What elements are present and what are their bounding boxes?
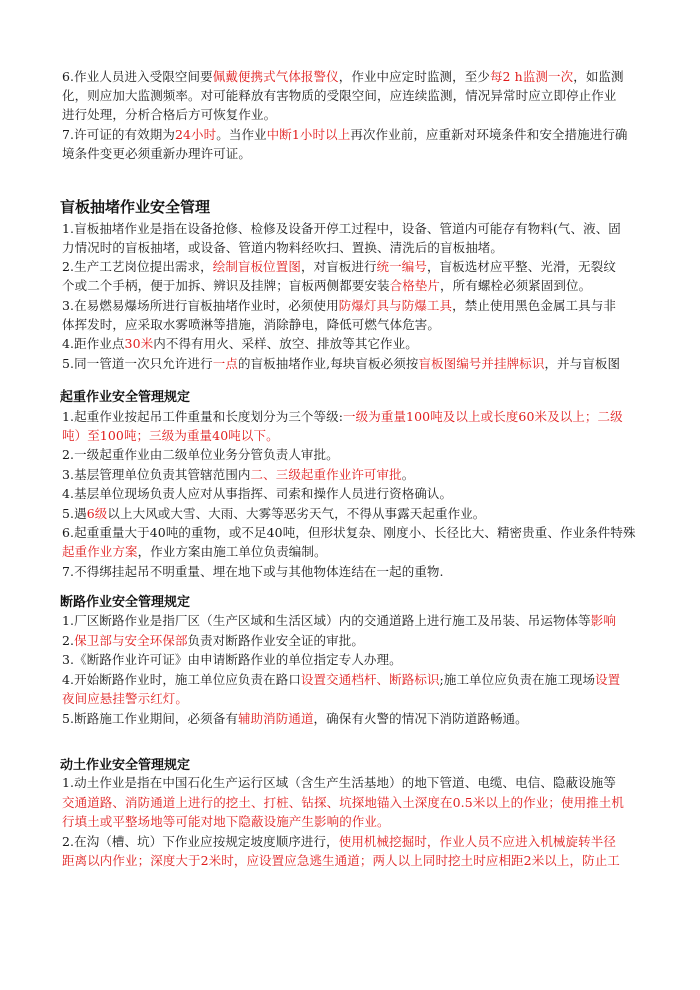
- text-line: [62, 671, 620, 688]
- text-line: [62, 68, 624, 85]
- highlighted-text: 一点: [212, 356, 238, 371]
- text-segment: 2.在沟（槽、坑）下作业应按规定坡度顺序进行，: [62, 834, 339, 849]
- highlighted-text: 合格垫片: [389, 278, 441, 293]
- text-segment: ，如监测: [573, 69, 624, 84]
- text-segment: 3.基层管理单位负责其管辖范围内: [62, 467, 251, 482]
- text-line: [62, 563, 444, 580]
- highlighted-text: 设置: [595, 672, 621, 687]
- text-line: [62, 335, 418, 352]
- text-segment: 6.起重重量大于40吨的重物，或不足40吨，但形状复杂、刚度小、长径比大、精密贵重、作业条件特殊: [62, 525, 636, 540]
- highlighted-text: 辅助消防通道: [237, 711, 314, 726]
- text-segment: 。当作业: [216, 127, 267, 142]
- highlighted-text: 设置交通档杆、断路标识: [300, 672, 440, 687]
- text-segment: ，盲板选材应平整、光滑，无裂纹: [426, 259, 616, 274]
- text-line: [62, 355, 620, 372]
- text-segment: 。: [401, 467, 415, 482]
- text-line: [62, 466, 414, 483]
- highlighted-text: 佩戴便携式气体报警仪: [212, 69, 339, 84]
- text-line: [62, 316, 440, 333]
- text-segment: 1.厂区断路作业是指厂区（生产区域和生活区域）内的交通道路上进行施工及吊装、吊运物体等: [62, 613, 591, 628]
- text-line: [62, 632, 364, 649]
- highlighted-text: 夜间应悬挂警示红灯。: [62, 691, 189, 706]
- text-line: [62, 813, 390, 830]
- text-line: [62, 524, 636, 541]
- highlighted-text: 交通道路、消防通道上进行的挖土、打桩、钻探、坑探地锚入土深度在0.5米以上的作业；使用推土机: [62, 795, 624, 810]
- text-segment: 1.起重作业按起吊工件重量和长度划分为三个等级:: [62, 409, 344, 424]
- highlighted-text: 距离以内作业；深度大于2米时，应设置应急逃生通道；两人以上同时挖土时应相距2米以上，防止工: [62, 853, 620, 868]
- text-segment: 再次作业前，应重新对环境条件和安全措施进行确: [350, 127, 628, 142]
- section-heading-excavation: 动土作业安全管理规定: [60, 758, 191, 773]
- highlighted-text: 24小时: [174, 127, 217, 142]
- text-segment: 3.在易燃易爆场所进行盲板抽堵作业时，必须使用: [62, 298, 339, 313]
- text-segment: ，所有螺栓必须紧固到位。: [440, 278, 592, 293]
- text-segment: 体挥发时，应采取水雾喷淋等措施，消除静电，降低可燃气体危害。: [62, 317, 441, 332]
- text-segment: 负责对断路作业安全证的审批。: [187, 633, 364, 648]
- text-segment: ，禁止使用黑色金属工具与非: [452, 298, 616, 313]
- text-segment: 4.开始断路作业时，施工单位应负责在路口: [62, 672, 301, 687]
- text-line: [62, 87, 616, 104]
- text-segment: 1.盲板抽堵作业是指在设备抢修、检修及设备开停工过程中，设备、管道内可能存有物料(气、液、固: [62, 221, 621, 236]
- text-segment: 进行处理，分析合格后方可恢复作业。: [62, 107, 277, 122]
- text-segment: 化，则应加大监测频率。对可能释放有害物质的受限空间，应连续监测，情况异常时应立即停止作业: [62, 88, 617, 103]
- text-segment: ，作业方案由施工单位负责编制。: [137, 544, 327, 559]
- text-line: [62, 794, 624, 811]
- highlighted-text: 6级: [86, 506, 108, 521]
- text-segment: ，对盲板进行: [300, 259, 377, 274]
- text-line: [62, 106, 276, 123]
- highlighted-text: 30米: [124, 336, 154, 351]
- text-segment: 力情况时的盲板抽堵，或设备、管道内物料经吹扫、置换、清洗后的盲板抽堵。: [62, 240, 504, 255]
- text-line: [62, 505, 485, 522]
- highlighted-text: 中断1小时以上: [266, 127, 351, 142]
- text-segment: 2.生产工艺岗位提出需求，: [62, 259, 213, 274]
- text-line: [62, 145, 251, 162]
- text-line: [62, 408, 623, 425]
- text-line: [62, 220, 621, 237]
- text-segment: 5.遇: [62, 506, 87, 521]
- text-line: [62, 485, 452, 502]
- text-line: [62, 543, 327, 560]
- highlighted-text: 绘制盲板位置图: [212, 259, 301, 274]
- highlighted-text: 保卫部与安全环保部: [74, 633, 188, 648]
- highlighted-text: 使用机械挖掘时，作业人员不应进入机械旋转半径: [338, 834, 616, 849]
- text-segment: 2.一级起重作业由二级单位业务分管负责人审批。: [62, 447, 339, 462]
- text-line: [62, 427, 279, 444]
- text-segment: 3.《断路作业许可证》由申请断路作业的单位指定专人办理。: [62, 652, 402, 667]
- text-segment: 4.距作业点: [62, 336, 125, 351]
- highlighted-text: 一级为重量100吨及以上或长度60米及以上；二级: [343, 409, 623, 424]
- text-line: [62, 277, 591, 294]
- text-line: [62, 239, 503, 256]
- text-line: [62, 852, 620, 869]
- highlighted-text: 二、三级起重作业许可审批: [250, 467, 402, 482]
- highlighted-text: 起重作业方案: [62, 544, 138, 559]
- text-segment: 以上大风或大雪、大雨、大雾等恶劣天气，不得从事露天起重作业。: [107, 506, 486, 521]
- text-segment: 1.动土作业是指在中国石化生产运行区域（含生产生活基地）的地下管道、电缆、电信、隐蔽设施等: [62, 775, 616, 790]
- section-heading-blind-plate: 盲板抽堵作业安全管理: [60, 198, 211, 216]
- highlighted-text: 每2 h监测一次: [489, 69, 574, 84]
- highlighted-text: 行填土或平整场地等可能对地下隐蔽设施产生影响的作业。: [62, 814, 390, 829]
- text-line: [62, 446, 339, 463]
- highlighted-text: 影响: [590, 613, 616, 628]
- text-segment: ，并与盲板图: [544, 356, 621, 371]
- text-segment: 6.作业人员进入受限空间要: [62, 69, 213, 84]
- text-segment: 境条件变更必须重新办理许可证。: [62, 146, 252, 161]
- text-line: [62, 833, 616, 850]
- text-segment: ;施工单位应负责在施工现场: [439, 672, 596, 687]
- text-segment: ，作业中应定时监测，至少: [338, 69, 490, 84]
- text-line: [62, 651, 402, 668]
- section-heading-road-closure: 断路作业安全管理规定: [60, 595, 191, 610]
- text-line: [62, 258, 616, 275]
- text-line: [62, 710, 528, 727]
- highlighted-text: 吨）至100吨；三级为重量40吨以下。: [62, 428, 279, 443]
- highlighted-text: 统一编号: [376, 259, 427, 274]
- text-segment: 7.不得绑挂起吊不明重量、埋在地下或与其他物体连结在一起的重物.: [62, 564, 444, 579]
- section-heading-lifting: 起重作业安全管理规定: [60, 390, 191, 405]
- text-line: [62, 774, 616, 791]
- text-segment: 2.: [62, 633, 75, 648]
- highlighted-text: 盲板图编号并挂牌标识: [418, 356, 545, 371]
- text-line: [62, 612, 616, 629]
- text-segment: 个或二个手柄，便于加拆、辨识及挂牌；盲板两侧都要安装: [62, 278, 390, 293]
- text-segment: 5.同一管道一次只允许进行: [62, 356, 213, 371]
- text-line: [62, 297, 616, 314]
- text-segment: 4.基层单位现场负责人应对从事指挥、司索和操作人员进行资格确认。: [62, 486, 453, 501]
- text-segment: 的盲板抽堵作业,每块盲板必须按: [237, 356, 419, 371]
- text-line: [62, 690, 188, 707]
- text-segment: 内不得有用火、采样、放空、排放等其它作业。: [153, 336, 418, 351]
- highlighted-text: 防爆灯具与防爆工具: [338, 298, 453, 313]
- text-line: [62, 126, 628, 143]
- text-segment: 5.断路施工作业期间，必须备有: [62, 711, 238, 726]
- text-segment: 7.许可证的有效期为: [62, 127, 175, 142]
- text-segment: ，确保有火警的情况下消防道路畅通。: [313, 711, 528, 726]
